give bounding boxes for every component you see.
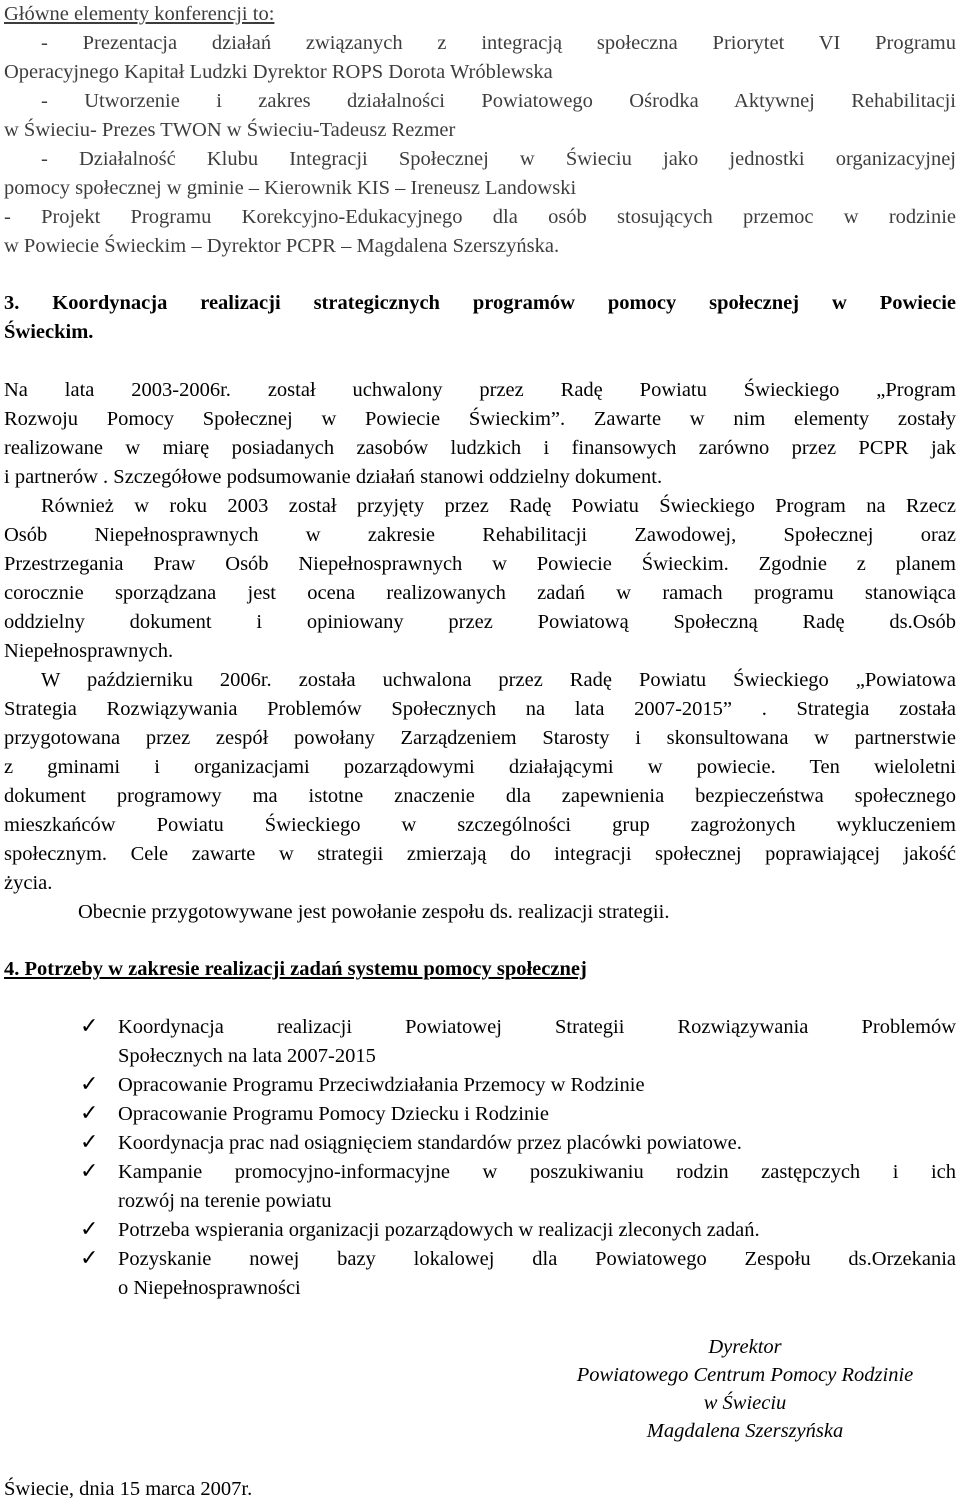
checkmark-icon: ✓ — [80, 1101, 99, 1126]
section-3-line: Również w roku 2003 został przyjęty przez Radę Powiatu Świeckiego Program na Rzecz — [41, 495, 956, 517]
checkmark-icon: ✓ — [80, 1159, 99, 1184]
section-3-line: corocznie sporządzana jest ocena realizowanych zadań w ramach programu stanowiąca — [4, 582, 956, 604]
document-date: Świecie, dnia 15 marca 2007r. — [4, 1478, 253, 1500]
section-3-line: Niepełnosprawnych. — [4, 640, 174, 662]
section-3-line: realizowane w miarę posiadanych zasobów ludzkich i finansowych zarówno przez PCPR jak — [4, 437, 956, 459]
section-3-line: mieszkańców Powiatu Świeckiego w szczególności grup zagrożonych wykluczeniem — [4, 814, 956, 836]
need-item: Kampanie promocyjno-informacyjne w poszukiwaniu rodzin zastępczych i ich — [118, 1161, 956, 1183]
section-3-line: W październiku 2006r. została uchwalona przez Radę Powiatu Świeckiego „Powiatowa — [41, 669, 956, 691]
section-3-line: oddzielny dokument i opiniowany przez Powiatową Społeczną Radę ds.Osób — [4, 611, 956, 633]
section-3-line: życia. — [4, 872, 53, 894]
intro-line: w Powiecie Świeckim – Dyrektor PCPR – Magdalena Szerszyńska. — [4, 235, 560, 257]
section-3-line: dokument programowy ma istotne znaczenie dla zapewnienia bezpieczeństwa społecznego — [4, 785, 956, 807]
signature-title: Dyrektor — [708, 1336, 782, 1358]
need-item: Opracowanie Programu Przeciwdziałania Przemocy w Rodzinie — [118, 1074, 645, 1096]
section-3-line: i partnerów . Szczegółowe podsumowanie działań stanowi oddzielny dokument. — [4, 466, 663, 488]
need-item-cont: o Niepełnosprawności — [118, 1277, 301, 1299]
section-3-line: z gminami i organizacjami pozarządowymi działającymi w powiecie. Ten wieloletni — [4, 756, 956, 778]
section-3-line: Osób Niepełnosprawnych w zakresie Rehabilitacji Zawodowej, Społecznej oraz — [4, 524, 956, 546]
section-3-line: Rozwoju Pomocy Społecznej w Powiecie Świeckim”. Zawarte w nim elementy zostały — [4, 408, 956, 430]
section-4-heading: 4. Potrzeby w zakresie realizacji zadań systemu pomocy społecznej — [4, 958, 587, 980]
section-3-line: Przestrzegania Praw Osób Niepełnosprawnych w Powiecie Świeckim. Zgodnie z planem — [4, 553, 956, 575]
intro-line: pomocy społecznej w gminie – Kierownik KIS – Ireneusz Landowski — [4, 177, 577, 199]
signature-location: w Świeciu — [703, 1392, 787, 1414]
need-item-cont: Społecznych na lata 2007-2015 — [118, 1045, 376, 1067]
need-item-cont: rozwój na terenie powiatu — [118, 1190, 332, 1212]
section-3-line: Na lata 2003-2006r. został uchwalony przez Radę Powiatu Świeckiego „Program — [4, 379, 956, 401]
intro-line: - Utworzenie i zakres działalności Powiatowego Ośrodka Aktywnej Rehabilitacji — [41, 90, 956, 112]
checkmark-icon: ✓ — [80, 1072, 99, 1097]
signature-institution: Powiatowego Centrum Pomocy Rodzinie — [576, 1364, 914, 1386]
section-3-heading-cont: Świeckim. — [4, 321, 94, 343]
section-3-heading: 3. Koordynacja realizacji strategicznych programów pomocy społecznej w Powiecie — [4, 292, 956, 314]
need-item: Potrzeba wspierania organizacji pozarządowych w realizacji zleconych zadań. — [118, 1219, 760, 1241]
need-item: Opracowanie Programu Pomocy Dziecku i Rodzinie — [118, 1103, 549, 1125]
intro-heading: Główne elementy konferencji to: — [4, 3, 275, 25]
checkmark-icon: ✓ — [80, 1246, 99, 1271]
signature-name: Magdalena Szerszyńska — [646, 1420, 844, 1442]
intro-line: w Świeciu- Prezes TWON w Świeciu-Tadeusz Rezmer — [4, 119, 456, 141]
checkmark-icon: ✓ — [80, 1014, 99, 1039]
section-3-line: przygotowana przez zespół powołany Zarządzeniem Starosty i skonsultowana w partnerstwie — [4, 727, 956, 749]
intro-line: - Prezentacja działań związanych z integracją społeczna Priorytet VI Programu — [41, 32, 956, 54]
need-item: Koordynacja prac nad osiągnięciem standardów przez placówki powiatowe. — [118, 1132, 742, 1154]
need-item: Pozyskanie nowej bazy lokalowej dla Powiatowego Zespołu ds.Orzekania — [118, 1248, 956, 1270]
intro-line: - Działalność Klubu Integracji Społecznej w Świeciu jako jednostki organizacyjnej — [41, 148, 956, 170]
section-3-line: Strategia Rozwiązywania Problemów Społecznych na lata 2007-2015” . Strategia została — [4, 698, 956, 720]
intro-line: - Projekt Programu Korekcyjno-Edukacyjnego dla osób stosujących przemoc w rodzinie — [4, 206, 956, 228]
need-item: Koordynacja realizacji Powiatowej Strategii Rozwiązywania Problemów — [118, 1016, 956, 1038]
section-3-line: społecznym. Cele zawarte w strategii zmierzają do integracji społecznej poprawiającej jakość — [4, 843, 956, 865]
intro-line: Operacyjnego Kapitał Ludzki Dyrektor ROPS Dorota Wróblewska — [4, 61, 553, 83]
section-3-line: Obecnie przygotowywane jest powołanie zespołu ds. realizacji strategii. — [78, 901, 670, 923]
checkmark-icon: ✓ — [80, 1130, 99, 1155]
checkmark-icon: ✓ — [80, 1217, 99, 1242]
